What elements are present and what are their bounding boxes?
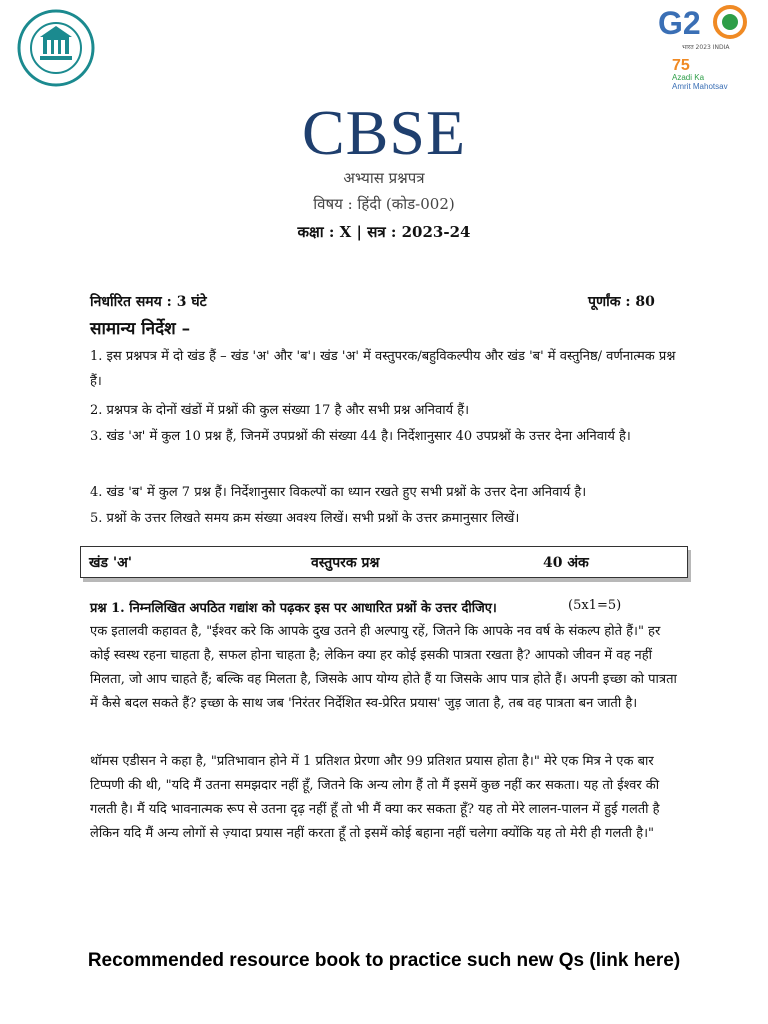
svg-text:Azadi Ka: Azadi Ka (672, 73, 705, 82)
section-name: खंड 'अ' (89, 555, 133, 571)
time-allowed: निर्धारित समय : 3 घंटे (90, 294, 207, 310)
paper-type: अभ्यास प्रश्नपत्र (343, 169, 425, 187)
svg-text:भारत 2023 INDIA: भारत 2023 INDIA (682, 44, 730, 51)
instruction-item: 1. इस प्रश्नपत्र में दो खंड हैं – खंड 'अ' और 'ब'। खंड 'अ' में वस्तुपरक/बहुविकल्पीय और खंड 'ब' में वस्तुनिष्ठ/ वर्णनात्मक प्रश्न हैं। (90, 349, 676, 389)
passage-paragraph-2: थॉमस एडीसन ने कहा है, "प्रतिभावान होने में 1 प्रतिशत प्रेरणा और 99 प्रतिशत प्रयास होता है।" मेरे एक मित्र ने एक बार टिप्पणी की थी, "यदि मैं उतना समझदार नहीं हूँ, जितने कि अन्य लोग हैं तो मैं इसमें कुछ नहीं कर सकता। यह तो ईश्वर की गलती है। मैं यदि भावनात्मक रूप से उतना दृढ़ नहीं हूँ तो भी मैं क्या कर सकता हूँ? यह तो मेरे लालन-पालन में हुई गलती है लेकिन यदि मैं अन्य लोगों से ज़्यादा प्रयास नहीं करता हूँ तो इसमें कोई बहाना नहीं चलेगा क्योंकि यह तो मेरी ही गलती है।" (90, 754, 660, 841)
question-1-prompt (90, 598, 690, 616)
instruction-item: 2. प्रश्नपत्र के दोनों खंडों में प्रश्नों की कुल संख्या 17 है और सभी प्रश्न अनिवार्य हैं। (90, 403, 470, 418)
question-1-text: प्रश्न 1. निम्नलिखित अपठित गद्यांश को पढ़कर इस पर आधारित प्रश्नों के उत्तर दीजिए। (90, 601, 497, 616)
cbse-logo (16, 4, 96, 96)
g20-azadi-logo (656, 2, 752, 92)
resource-book-link[interactable]: Recommended resource book to practice such new Qs (link here) (87, 950, 681, 971)
class-session-line: कक्षा : X | सत्र : 2023-24 (297, 223, 471, 241)
section-marks: 40 अंक (543, 555, 589, 571)
svg-text:75: 75 (672, 57, 690, 74)
section-header-bar (80, 546, 688, 578)
page-title: CBSE (301, 97, 467, 168)
svg-text:G2: G2 (658, 5, 701, 41)
section-type: वस्तुपरक प्रश्न (311, 555, 380, 571)
passage-paragraph-1: एक इतालवी कहावत है, "ईश्वर करे कि आपके दुख उतने ही अल्पायु रहें, जितने कि आपके नव वर्ष के संकल्प होते हैं।" हर कोई स्वस्थ रहना चाहता है, सफल होना चाहता है; लेकिन क्या हर कोई इसकी पात्रता रखता है? आपको जीवन में वह नहीं मिलता, जो आप चाहते हैं; बल्कि वह मिलता है, जिसके आप योग्य होते हैं या जिसके आप पात्र होते हैं। अपनी इच्छा को पात्रता में कैसे बदल सकते हैं? इच्छा के साथ जब 'निरंतर निर्देशित स्व-प्रेरित प्रयास' जुड़ जाता है, तब वह पात्रता बन जाती है। (90, 624, 677, 711)
instructions-heading: सामान्य निर्देश – (90, 319, 191, 339)
instruction-item: 4. खंड 'ब' में कुल 7 प्रश्न हैं। निर्देशानुसार विकल्पों का ध्यान रखते हुए सभी प्रश्नों के उत्तर देना अनिवार्य है। (90, 485, 587, 500)
instruction-item: 3. खंड 'अ' में कुल 10 प्रश्न हैं, जिनमें उपप्रश्नों की संख्या 44 है। निर्देशानुसार 40 उपप्रश्नों के उत्तर देना अनिवार्य है। (90, 429, 631, 444)
max-marks: पूर्णांक : 80 (588, 294, 655, 310)
question-1-marks: (5x1=5) (568, 598, 622, 613)
subject-line: विषय : हिंदी (कोड-002) (313, 195, 455, 213)
instruction-item: 5. प्रश्नों के उत्तर लिखते समय क्रम संख्या अवश्य लिखें। सभी प्रश्नों के उत्तर क्रमानुसार लिखें। (90, 511, 520, 526)
svg-text:Amrit Mahotsav: Amrit Mahotsav (672, 82, 728, 91)
